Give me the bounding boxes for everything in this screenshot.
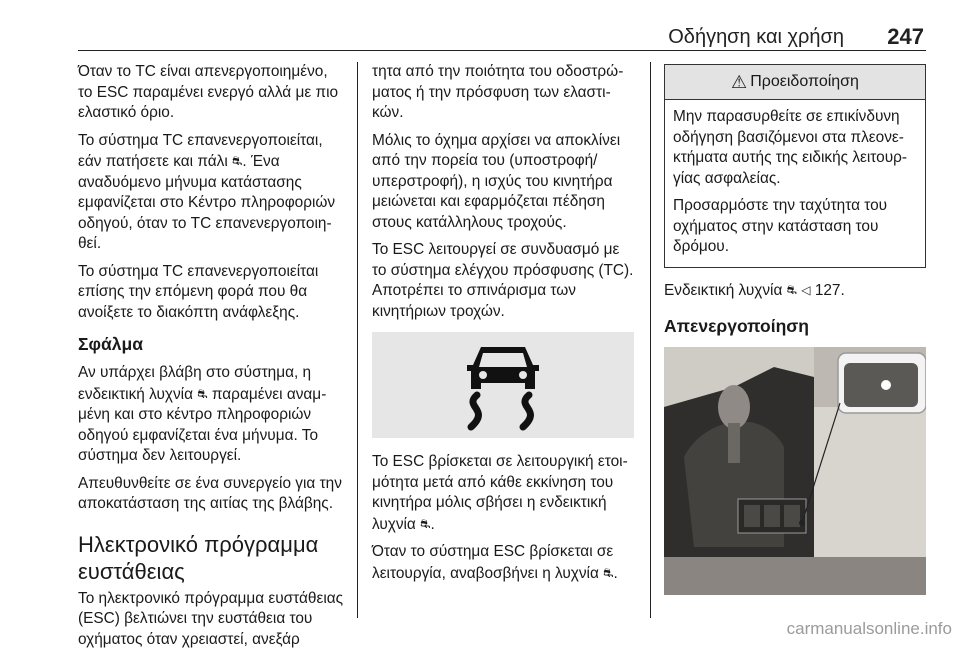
paragraph: Όταν το σύστημα ESC βρίσκεται σε λειτουργία, αναβοσβήνει η λυχνία ⛐. xyxy=(372,543,618,582)
indicator-reference: Ενδεικτική λυχνία ⛐ ◁ 127. xyxy=(664,281,845,299)
skid-car-icon xyxy=(443,337,563,433)
deactivation-heading: Απενεργοποίηση xyxy=(664,316,809,336)
skid-car-icon: ⛐ xyxy=(786,282,798,297)
warning-text: Προσαρμόστε την ταχύτητα του οχήματος στην κατάσταση του δρόμου. xyxy=(673,197,888,255)
paragraph: Απευθυνθείτε σε ένα συνεργείο για την αποκατάσταση της αιτίας της βλάβης. xyxy=(78,474,342,512)
warning-text: Μην παρασυρθείτε σε επικίνδυνη οδήγηση βασιζόμενοι στα πλεονεκτήματα αυτής της ειδικής λειτουργίας ασφαλείας. xyxy=(673,108,908,187)
column-divider xyxy=(650,62,651,618)
paragraph: Το ηλεκτρονικό πρόγραμμα ευστάθειας (ESC) βελτιώνει την ευστάθεια του οχήματος όταν χρειαστεί, ανεξάρ xyxy=(78,589,344,648)
fault-heading: Σφάλμα xyxy=(78,334,143,354)
skid-car-icon: ⛐ xyxy=(603,565,614,580)
section-title: Οδήγηση και χρήση xyxy=(668,26,844,48)
paragraph: Το σύστημα TC επανενεργοποιείται, εάν πατήσετε και πάλι ⛐. Ένα αναδυόμενο μήνυμα κατάστασης εμφανίζεται στο Κέντρο πληροφοριών οδηγού, όταν το TC επανενεργοποιηθεί. xyxy=(78,131,336,252)
skid-car-icon: ⛐ xyxy=(232,154,243,168)
column-2 xyxy=(372,62,636,591)
paragraph: τητα από την ποιότητα του οδοστρώματος ή την πρόσφυση των ελαστικών. xyxy=(372,63,624,121)
skid-car-icon: ⛐ xyxy=(420,516,431,531)
arrow-ref-icon: ◁ xyxy=(801,282,811,297)
center-console-illustration xyxy=(664,347,926,595)
esc-heading: Ηλεκτρονικό πρόγραμμα ευστάθειας xyxy=(78,531,319,584)
page-header xyxy=(78,0,926,51)
warning-triangle-icon: ⚠ xyxy=(731,71,748,92)
column-divider xyxy=(357,62,358,618)
column-3 xyxy=(664,62,926,595)
skid-car-icon: ⛐ xyxy=(197,386,208,401)
esc-symbol-figure xyxy=(372,332,634,438)
paragraph: Το ESC βρίσκεται σε λειτουργική ετοιμότητα μετά από κάθε εκκίνηση του κινητήρα μόλις σβήσει η ενδεικτική λυχνία ⛐. xyxy=(372,453,628,533)
column-1 xyxy=(78,62,344,657)
warning-header xyxy=(665,65,925,100)
console-photo xyxy=(664,347,926,595)
warning-title: Προειδοποίηση xyxy=(750,72,859,90)
paragraph: Αν υπάρχει βλάβη στο σύστημα, η ενδεικτική λυχνία ⛐ παραμένει αναμμένη και στο κέντρο πληροφοριών οδηγού εμφανίζεται ένα μήνυμα. Το σύστημα δεν λειτουργεί. xyxy=(78,364,327,464)
warning-box xyxy=(664,64,926,268)
paragraph: Μόλις το όχημα αρχίσει να αποκλίνει από την πορεία του (υποστροφή/υπερστροφή), η ισχύς του κινητήρα μειώνεται και εφαρμόζεται πέδηση στους κατάλληλους τροχούς. xyxy=(372,131,621,231)
watermark: carmanualsonline.info xyxy=(786,619,952,638)
paragraph: Το ESC λειτουργεί σε συνδυασμό με το σύστημα ελέγχου πρόσφυσης (TC). Αποτρέπει το σπινάρισμα των κινητήριων τροχών. xyxy=(372,241,634,320)
paragraph: Το σύστημα TC επανενεργοποιείται επίσης την επόμενη φορά που θα ανοίξετε το διακόπτη ανάφλεξης. xyxy=(78,262,319,321)
paragraph: Όταν το TC είναι απενεργοποιημένο, το ESC παραμένει ενεργό αλλά με πιο ελαστικό όριο. xyxy=(78,63,339,121)
page-number: 247 xyxy=(887,24,924,49)
